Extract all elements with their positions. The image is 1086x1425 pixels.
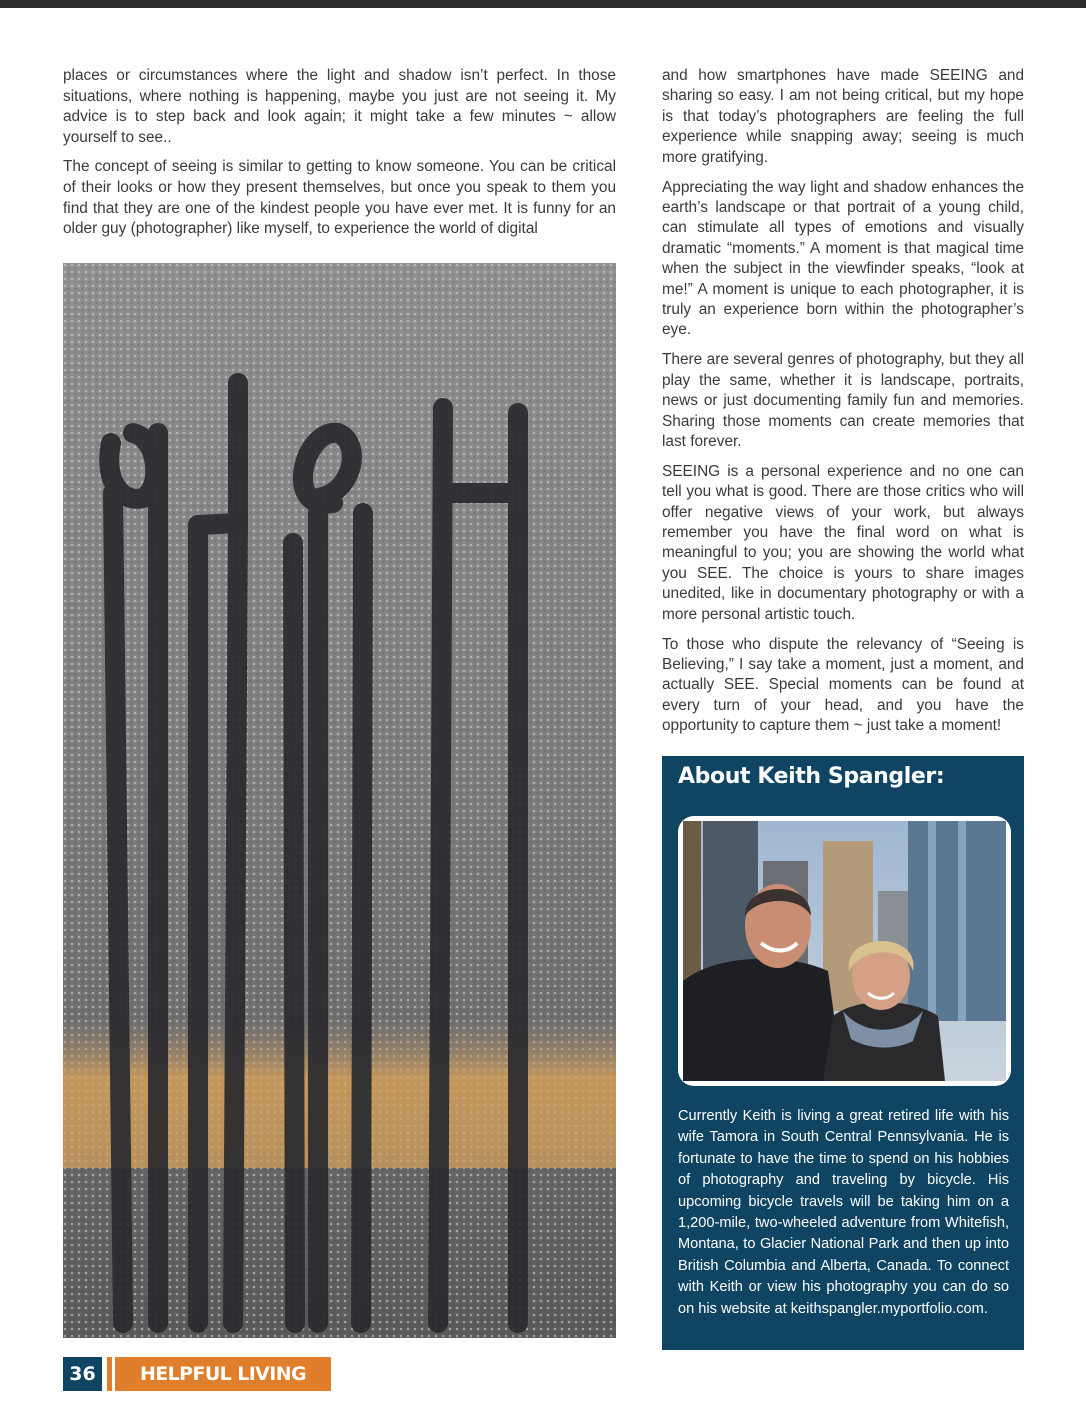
bio-text: Currently Keith is living a great retired life with his wife Tamora in South Central Pennsylvania. He is fortunate to have the time to spend on his hobbies of photography and traveling by bicycle. His upcoming bicycle travels will be taking him on a 1,200-mile, two-wheeled adventure from Whitefish, Montana, to Glacier National Park and then up into British Columbia and Alberta, Canada. To connect with Keith or view his photography you can do so on his website at keithspangler.myportfolio.com. (678, 1108, 1009, 1317)
top-border (0, 0, 1086, 8)
article-column-left (63, 66, 616, 249)
page-number: 36 (63, 1357, 102, 1391)
paragraph: SEEING is a personal experience and no one can tell you what is good. There are those critics who will offer negative views of your work, but always remember you have the final word on what is meaningful to you; you are showing the world what you SEE. The choice is yours to share images unedited, like in documentary photography or with a more personal artistic touch. (662, 462, 1024, 623)
paragraph: and how smartphones have made SEEING and sharing so easy. I am not being critical, but my hope is that today’s photographers are feeling the full experience while snapping away; seeing is much more gratifying. (662, 67, 1024, 166)
footer-divider (107, 1357, 112, 1391)
help-condensation-photo (63, 263, 616, 1338)
author-photo (678, 816, 1011, 1086)
paragraph: To those who dispute the relevancy of “Seeing is Believing,” I say take a moment, just a moment, and actually SEE. Special moments can be found at every turn of your head, and you have the opportunity to capture them ~ just take a moment! (662, 635, 1024, 735)
paragraph: places or circumstances where the light and shadow isn’t perfect. In those situations, where nothing is happening, maybe you just are not seeing it. My advice is to step back and look again; it might take a few minutes ~ allow yourself to see.. (63, 67, 616, 146)
author-bio-box (662, 756, 1024, 1350)
paragraph: Appreciating the way light and shadow enhances the earth’s landscape or that portrait of a young child, can stimulate all types of emotions and visually dramatic “moments.” A moment is that magical time when the subject in the viewfinder speaks, “look at me!” A moment is unique to each photographer, it is truly an experience born within the photographer’s eye. (662, 178, 1024, 339)
author-photo-illustration (683, 821, 1006, 1081)
magazine-name: HELPFUL LIVING MAGAZINE (115, 1357, 331, 1391)
paragraph: There are several genres of photography, but they all play the same, whether it is landscape, portraits, news or just documenting family fun and memories. Sharing those moments can create memories that last forever. (662, 351, 1024, 450)
paragraph: The concept of seeing is similar to getting to know someone. You can be critical of their looks or how they present themselves, but once you speak to them you find that they are one of the kindest people you have ever met. It is funny for an older guy (photographer) like myself, to experience the world of digital (63, 158, 616, 238)
article-column-right (662, 66, 1024, 746)
photo-illustration (63, 263, 616, 1338)
bio-heading: About Keith Spangler: (678, 764, 945, 789)
